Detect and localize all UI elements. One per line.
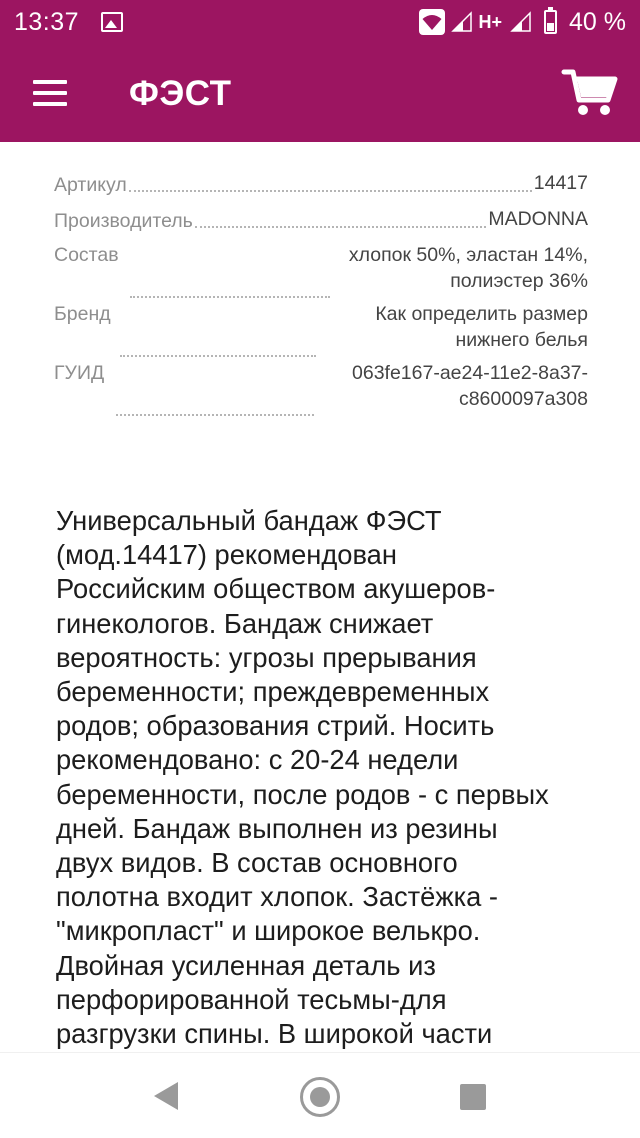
- battery-fill: [547, 23, 554, 31]
- property-value-line: Как определить размер: [375, 303, 588, 325]
- property-value-line: хлопок 50%, эластан 14%,: [348, 244, 588, 266]
- property-value: [352, 360, 588, 412]
- status-time: 13:37: [14, 7, 80, 36]
- system-nav-bar: [0, 1052, 640, 1138]
- gallery-notification-icon: [101, 12, 123, 32]
- dotted-leader: [120, 355, 316, 357]
- property-value-line: полиэстер 36%: [450, 270, 588, 292]
- description-line: перфорированной тесьмы-для: [56, 983, 447, 1015]
- battery-icon: [544, 10, 557, 34]
- description-line: (мод.14417) рекомендован: [56, 539, 397, 571]
- property-value-line: нижнего белья: [455, 329, 588, 351]
- property-label: Артикул: [54, 174, 127, 196]
- product-properties: [54, 170, 588, 419]
- description-line: рекомендовано: с 20-24 недели: [56, 744, 459, 776]
- description-line: родов; образования стрий. Носить: [56, 710, 495, 742]
- property-row-article: [54, 170, 588, 206]
- property-row-manufacturer: [54, 206, 588, 242]
- description-line: разгрузки спины. В широкой части: [56, 1018, 493, 1050]
- network-type: H+: [478, 11, 503, 32]
- property-value-line: 063fe167-ae24-11e2-8a37-: [352, 362, 588, 384]
- description-line: "микропласт" и широкое велькро.: [56, 915, 481, 947]
- description-line: беременности; преждевременных: [56, 676, 490, 708]
- description-line: гинекологов. Бандаж снижает: [56, 607, 434, 639]
- recent-apps-icon[interactable]: [460, 1084, 486, 1110]
- dotted-leader: [116, 414, 314, 416]
- property-value: MADONNA: [488, 208, 588, 230]
- status-indicators: [419, 8, 627, 37]
- description-line: Российским обществом акушеров-: [56, 573, 496, 605]
- property-row-composition: [54, 242, 588, 301]
- description-line: полотна входит хлопок. Застёжка -: [56, 881, 499, 913]
- property-row-brand: [54, 301, 588, 360]
- property-label: ГУИД: [54, 362, 105, 384]
- home-icon[interactable]: [300, 1077, 340, 1117]
- hamburger-menu-icon[interactable]: [33, 80, 67, 106]
- page-title: ФЭСТ: [129, 74, 232, 113]
- property-value: 14417: [533, 172, 588, 194]
- description-line: Универсальный бандаж ФЭСТ: [56, 505, 442, 536]
- description-line: дней. Бандаж выполнен из резины: [56, 812, 498, 844]
- description-line: Двойная усиленная деталь из: [56, 949, 436, 981]
- property-label: Производитель: [54, 210, 193, 232]
- description-line: беременности, после родов - с первых: [56, 778, 549, 810]
- product-description: [56, 504, 596, 1052]
- property-label: Состав: [54, 244, 119, 266]
- description-line: двух видов. В состав основного: [56, 847, 458, 879]
- dotted-leader: [195, 206, 487, 228]
- wifi-icon: [419, 9, 445, 35]
- signal-icon-2: [510, 11, 532, 33]
- property-value-line: c8600097a308: [458, 388, 588, 410]
- description-line: вероятность: угрозы прерывания: [56, 641, 477, 673]
- brand-size-link[interactable]: [375, 301, 588, 353]
- battery-percent: 40 %: [569, 7, 626, 36]
- dotted-leader: [129, 170, 532, 192]
- status-bar: [0, 0, 640, 44]
- property-row-guid: [54, 360, 588, 419]
- app-bar: [0, 44, 640, 142]
- property-label: Бренд: [54, 303, 111, 325]
- shopping-cart-icon[interactable]: [562, 66, 618, 118]
- signal-icon: [451, 11, 473, 33]
- dotted-leader: [130, 296, 330, 298]
- property-value: [349, 242, 588, 294]
- back-icon[interactable]: [152, 1080, 180, 1112]
